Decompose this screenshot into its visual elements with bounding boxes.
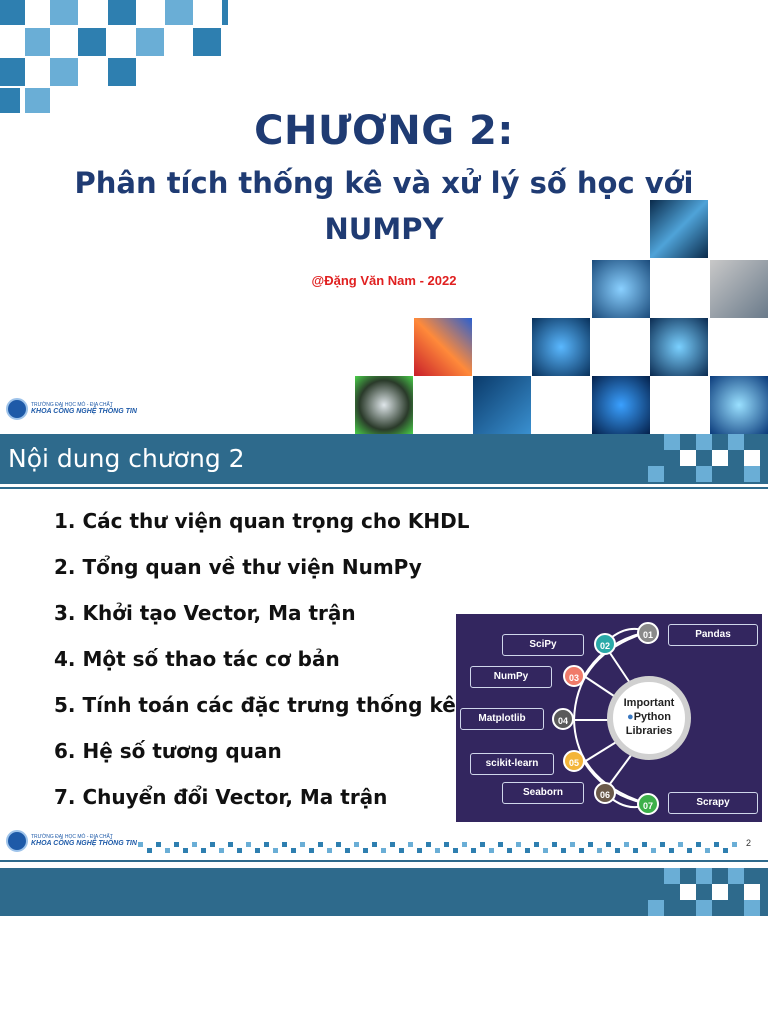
university-seal-icon <box>6 398 28 420</box>
footer-dash <box>183 848 188 853</box>
lib-06-badge: 06 <box>594 782 616 804</box>
footer-divider <box>0 860 768 862</box>
footer-dash <box>723 848 728 853</box>
lib-scikit-learn-label: scikit-learn <box>470 753 554 775</box>
lib-01-badge: 01 <box>637 622 659 644</box>
footer-dash <box>417 848 422 853</box>
footer-dash <box>651 848 656 853</box>
footer-dash <box>219 848 224 853</box>
footer-dash <box>561 848 566 853</box>
lib-07-badge: 07 <box>637 793 659 815</box>
footer-dash <box>165 848 170 853</box>
footer-dash <box>696 842 701 847</box>
footer-dash <box>390 842 395 847</box>
footer-dash <box>363 848 368 853</box>
footer-dash <box>525 848 530 853</box>
footer-dash <box>255 848 260 853</box>
footer-dash <box>705 848 710 853</box>
footer-dash <box>615 848 620 853</box>
footer-dash <box>210 842 215 847</box>
footer-dash <box>192 842 197 847</box>
footer-dash <box>300 842 305 847</box>
footer-dash <box>669 848 674 853</box>
python-logo-icon: ● <box>627 711 634 723</box>
university-logo-bottom: TRƯỜNG ĐẠI HỌC MỎ - ĐỊA CHẤT KHOA CÔNG NGHỆ THÔNG TIN <box>6 830 137 852</box>
footer-dash <box>444 842 449 847</box>
footer-dash <box>480 842 485 847</box>
footer-dash <box>588 842 593 847</box>
lib-scrapy-label: Scrapy <box>668 792 758 814</box>
toc-item: 6. Hệ số tương quan <box>54 739 282 763</box>
footer-dash <box>147 848 152 853</box>
lib-seaborn-label: Seaborn <box>502 782 584 804</box>
footer-dash <box>516 842 521 847</box>
footer-dash <box>156 842 161 847</box>
footer-dash <box>453 848 458 853</box>
lib-matplotlib-label: Matplotlib <box>460 708 544 730</box>
footer-dash <box>633 848 638 853</box>
footer-dash <box>489 848 494 853</box>
toc-item: 5. Tính toán các đặc trưng thống kê <box>54 693 456 717</box>
footer-dash <box>138 842 143 847</box>
footer-dash <box>426 842 431 847</box>
lib-numpy-label: NumPy <box>470 666 552 688</box>
lib-scipy-label: SciPy <box>502 634 584 656</box>
footer-dash <box>543 848 548 853</box>
page-number: 2 <box>746 838 752 848</box>
header-divider <box>0 487 768 489</box>
footer-dash <box>534 842 539 847</box>
footer-dash <box>552 842 557 847</box>
footer-dash <box>678 842 683 847</box>
lib-04-badge: 04 <box>552 708 574 730</box>
footer-dash <box>336 842 341 847</box>
libraries-center-text: Important ●Python Libraries <box>623 697 675 737</box>
lib-pandas-label: Pandas <box>668 624 758 646</box>
footer-dash <box>318 842 323 847</box>
toc-item: 7. Chuyển đổi Vector, Ma trận <box>54 785 388 809</box>
footer-dash <box>624 842 629 847</box>
chapter-title: CHƯƠNG 2: <box>254 108 514 154</box>
university-logo-top: TRƯỜNG ĐẠI HỌC MỎ - ĐỊA CHẤT KHOA CÔNG NGHỆ THÔNG TIN <box>6 398 137 420</box>
chapter-subtitle-line2: NUMPY <box>324 212 444 246</box>
footer-dash <box>237 848 242 853</box>
footer-dash <box>309 848 314 853</box>
footer-dash <box>660 842 665 847</box>
toc-item: 4. Một số thao tác cơ bản <box>54 647 340 671</box>
footer-dash <box>642 842 647 847</box>
footer-dash <box>327 848 332 853</box>
footer-dash <box>228 842 233 847</box>
chapter-subtitle-line1: Phân tích thống kê và xử lý số học với <box>74 166 694 200</box>
author-credit: @Đặng Văn Nam - 2022 <box>311 273 457 288</box>
university-seal-icon <box>6 830 28 852</box>
toc-item: 2. Tổng quan về thư viện NumPy <box>54 555 422 579</box>
footer-dash <box>291 848 296 853</box>
footer-dash <box>597 848 602 853</box>
footer-dash <box>399 848 404 853</box>
footer-dash <box>273 848 278 853</box>
footer-dash <box>246 842 251 847</box>
footer-dash <box>282 842 287 847</box>
footer-dash <box>381 848 386 853</box>
footer-dash <box>714 842 719 847</box>
footer-dash <box>579 848 584 853</box>
footer-dash <box>201 848 206 853</box>
footer-dash <box>354 842 359 847</box>
footer-dash <box>174 842 179 847</box>
footer-dash <box>435 848 440 853</box>
footer-dash <box>345 848 350 853</box>
lib-05-badge: 05 <box>563 750 585 772</box>
footer-dash <box>570 842 575 847</box>
slide2-header: Nội dung chương 2 <box>8 444 245 473</box>
footer-dash <box>507 848 512 853</box>
footer-dash <box>462 842 467 847</box>
footer-dash <box>372 842 377 847</box>
footer-dash <box>732 842 737 847</box>
footer-dash <box>408 842 413 847</box>
footer-dash <box>606 842 611 847</box>
footer-dash <box>687 848 692 853</box>
footer-dash <box>498 842 503 847</box>
toc-item: 1. Các thư viện quan trọng cho KHDL <box>54 509 470 533</box>
toc-item: 3. Khởi tạo Vector, Ma trận <box>54 601 356 625</box>
lib-03-badge: 03 <box>563 665 585 687</box>
lib-02-badge: 02 <box>594 633 616 655</box>
footer-dash <box>264 842 269 847</box>
footer-dash <box>471 848 476 853</box>
